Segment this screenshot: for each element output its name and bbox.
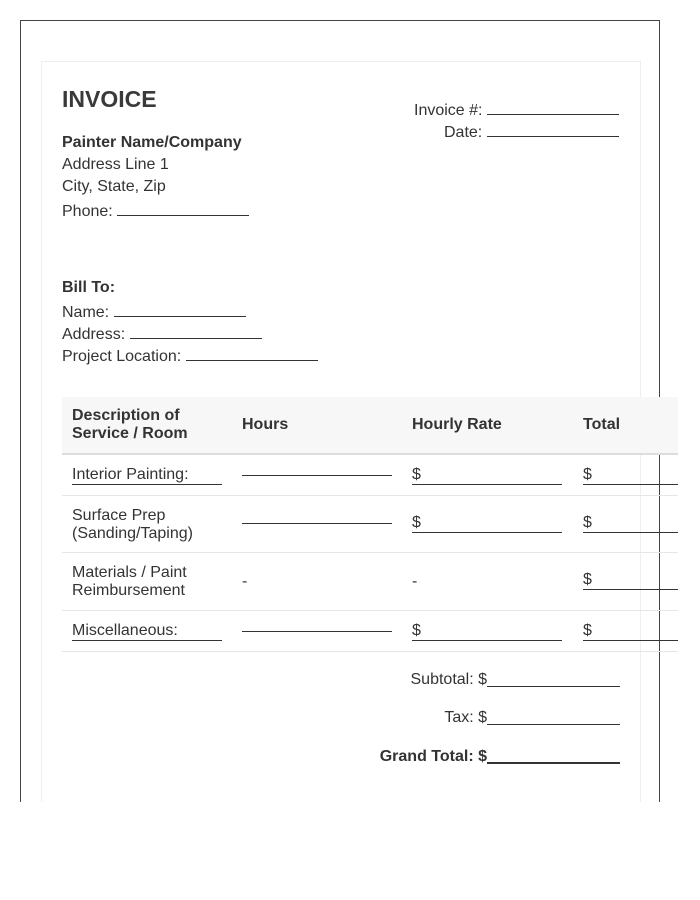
total-currency: $ <box>583 466 592 483</box>
phone-field[interactable] <box>62 201 249 221</box>
header-total: Total <box>583 416 621 433</box>
header-hourly-rate: Hourly Rate <box>412 416 502 433</box>
description-underline <box>72 640 222 641</box>
painter-city: City, State, Zip <box>62 178 166 195</box>
header-description-line1: Description of <box>72 407 180 424</box>
bill-to-address-field[interactable] <box>62 324 262 344</box>
subtotal-blank[interactable] <box>487 672 620 687</box>
date-field[interactable] <box>444 122 619 142</box>
tax-label: Tax: $ <box>444 709 487 726</box>
invoice-number-label: Invoice #: <box>414 102 483 119</box>
row-description: Miscellaneous: <box>72 622 178 639</box>
invoice-title: INVOICE <box>62 86 157 112</box>
total-blank[interactable] <box>583 640 678 641</box>
bill-to-name-label: Name: <box>62 304 110 321</box>
rate-currency: $ <box>412 466 421 483</box>
description-underline <box>72 484 222 485</box>
row-description <box>72 507 193 543</box>
rate-blank[interactable] <box>412 532 562 533</box>
bill-to-address-label: Address: <box>62 326 126 343</box>
table-row <box>62 611 678 652</box>
project-location-field[interactable] <box>62 346 318 366</box>
row-description-line2: Reimbursement <box>72 582 185 599</box>
row-description <box>72 564 187 600</box>
total-currency: $ <box>583 571 592 588</box>
total-blank[interactable] <box>583 589 678 590</box>
grand-total-blank[interactable] <box>487 748 620 764</box>
rate-blank[interactable] <box>412 484 562 485</box>
row-description-line1: Surface Prep <box>72 507 166 524</box>
project-location-label: Project Location: <box>62 348 182 365</box>
total-blank[interactable] <box>583 532 678 533</box>
tax-field[interactable] <box>444 709 620 727</box>
hours-blank[interactable] <box>242 475 392 476</box>
row-description-line1: Materials / Paint <box>72 564 187 581</box>
table-row <box>62 553 678 611</box>
bill-to-name-blank[interactable] <box>114 302 246 317</box>
project-location-blank[interactable] <box>186 346 318 361</box>
rate-blank[interactable] <box>412 640 562 641</box>
header-hours: Hours <box>242 416 289 433</box>
phone-blank[interactable] <box>117 201 249 216</box>
header-description <box>72 397 188 453</box>
subtotal-label: Subtotal: $ <box>410 671 487 688</box>
hours-blank[interactable] <box>242 523 392 524</box>
rate-currency: $ <box>412 622 421 639</box>
grand-total-field[interactable] <box>380 748 620 766</box>
bill-to-address-blank[interactable] <box>130 324 262 339</box>
grand-total-label: Grand Total: $ <box>379 748 487 765</box>
hours-value: - <box>242 573 248 590</box>
painter-address: Address Line 1 <box>62 156 169 173</box>
header-description-line2: Service / Room <box>72 425 188 442</box>
bill-to-name-field[interactable] <box>62 302 246 322</box>
total-blank[interactable] <box>583 484 678 485</box>
services-table <box>62 397 678 652</box>
date-blank[interactable] <box>487 122 619 137</box>
tax-blank[interactable] <box>487 710 620 725</box>
date-label: Date: <box>444 124 483 141</box>
painter-name: Painter Name/Company <box>62 134 242 151</box>
total-currency: $ <box>583 622 592 639</box>
phone-label: Phone: <box>62 203 113 220</box>
table-row <box>62 455 678 496</box>
row-description: Interior Painting: <box>72 466 189 483</box>
rate-value: - <box>412 573 418 590</box>
rate-currency: $ <box>412 514 421 531</box>
invoice-number-blank[interactable] <box>487 100 619 115</box>
subtotal-field[interactable] <box>411 671 621 689</box>
table-row <box>62 496 678 553</box>
bill-to-heading: Bill To: <box>62 279 116 296</box>
total-currency: $ <box>583 514 592 531</box>
row-description-line2: (Sanding/Taping) <box>72 525 193 542</box>
table-header <box>62 397 678 455</box>
invoice-number-field[interactable] <box>414 100 619 120</box>
hours-blank[interactable] <box>242 631 392 632</box>
